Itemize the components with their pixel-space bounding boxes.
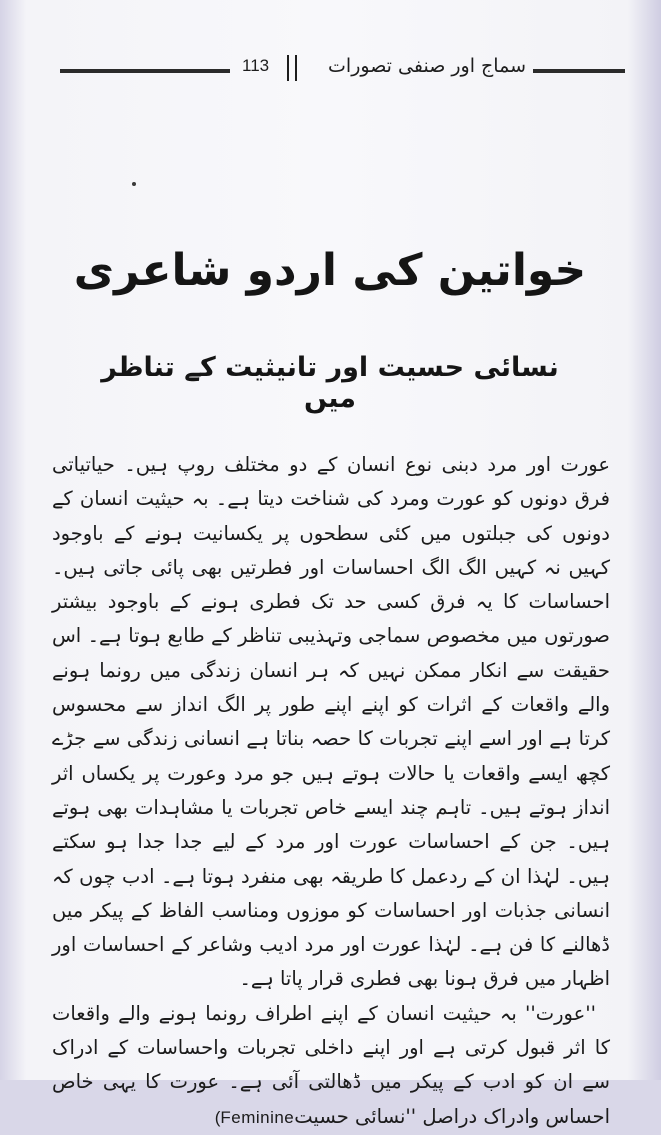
scan-speck	[132, 182, 136, 186]
paragraph: عورت اور مرد دبنی نوع انسان کے دو مختلف روپ ہیں۔ حیاتیاتی فرق دونوں کو عورت ومرد کی شناخت دیتا ہے۔ بہ حیثیت انسان کے دونوں کی جبلتوں میں کئی سطحوں پر یکسانیت ہونے کے باوجود کہیں نہ کہیں الگ الگ احساسات اور فطرتیں بھی پائی جاتی ہیں۔ احساسات کا یہ فرق کسی حد تک فطری ہونے کے باوجود بیشتر صورتوں میں مخصوص سماجی وتہذیبی تناظر کے طابع ہوتا ہے۔ اس حقیقت سے انکار ممکن نہیں کہ ہر انسان زندگی میں رونما ہونے والے واقعات کے اثرات کو اپنے اپنے طور پر الگ انداز سے محسوس کرتا ہے اور اسے اپنے تجربات کا حصہ بناتا ہے انسانی زندگی سے جڑے کچھ ایسے واقعات یا حالات ہوتے ہیں جو مرد وعورت پر یکساں اثر انداز ہوتے ہیں۔ تاہم چند ایسے خاص تجربات یا مشاہدات بھی ہوتے ہیں۔ جن کے احساسات عورت اور مرد کے لیے جدا جدا ہو سکتے ہیں۔ لہٰذا ان کے ردعمل کا طریقہ بھی منفرد ہوتا ہے۔ ادب چوں کہ انسانی جذبات اور احساسات کو موزوں ومناسب الفاظ کے پیکر میں ڈھالنے کا فن ہے۔ لہٰذا عورت اور مرد ادیب وشاعر کے احساسات اور اظہار میں فرق ہونا بھی فطری قرار پاتا ہے۔	[52, 453, 610, 991]
paragraph-text: ''عورت'' بہ حیثیت انسان کے اپنے اطراف رونما ہونے والے واقعات کا اثر قبول کرتی ہے اور اپنے داخلی تجربات واحساسات کے ادراک سے ان کو ادب کے پیکر میں ڈھالتی آئی ہے۔ عورت کا یہی خاص احساس وادراک دراصل ''نسائی حسیت	[52, 1001, 610, 1128]
running-title: سماج اور صنفی تصورات	[328, 55, 526, 77]
header-rule-left	[60, 69, 230, 73]
chapter-title: خواتین کی اردو شاعری	[73, 245, 587, 296]
page-header	[60, 55, 625, 89]
header-separator	[287, 55, 297, 81]
english-term: (Feminine	[214, 1107, 295, 1127]
page-number: 113	[242, 56, 270, 75]
header-rule-right	[533, 69, 625, 73]
chapter-subtitle: نسائی حسیت اور تانیثیت کے تناظر میں	[101, 352, 559, 414]
paragraph	[52, 997, 610, 1135]
body-text	[52, 448, 610, 1135]
